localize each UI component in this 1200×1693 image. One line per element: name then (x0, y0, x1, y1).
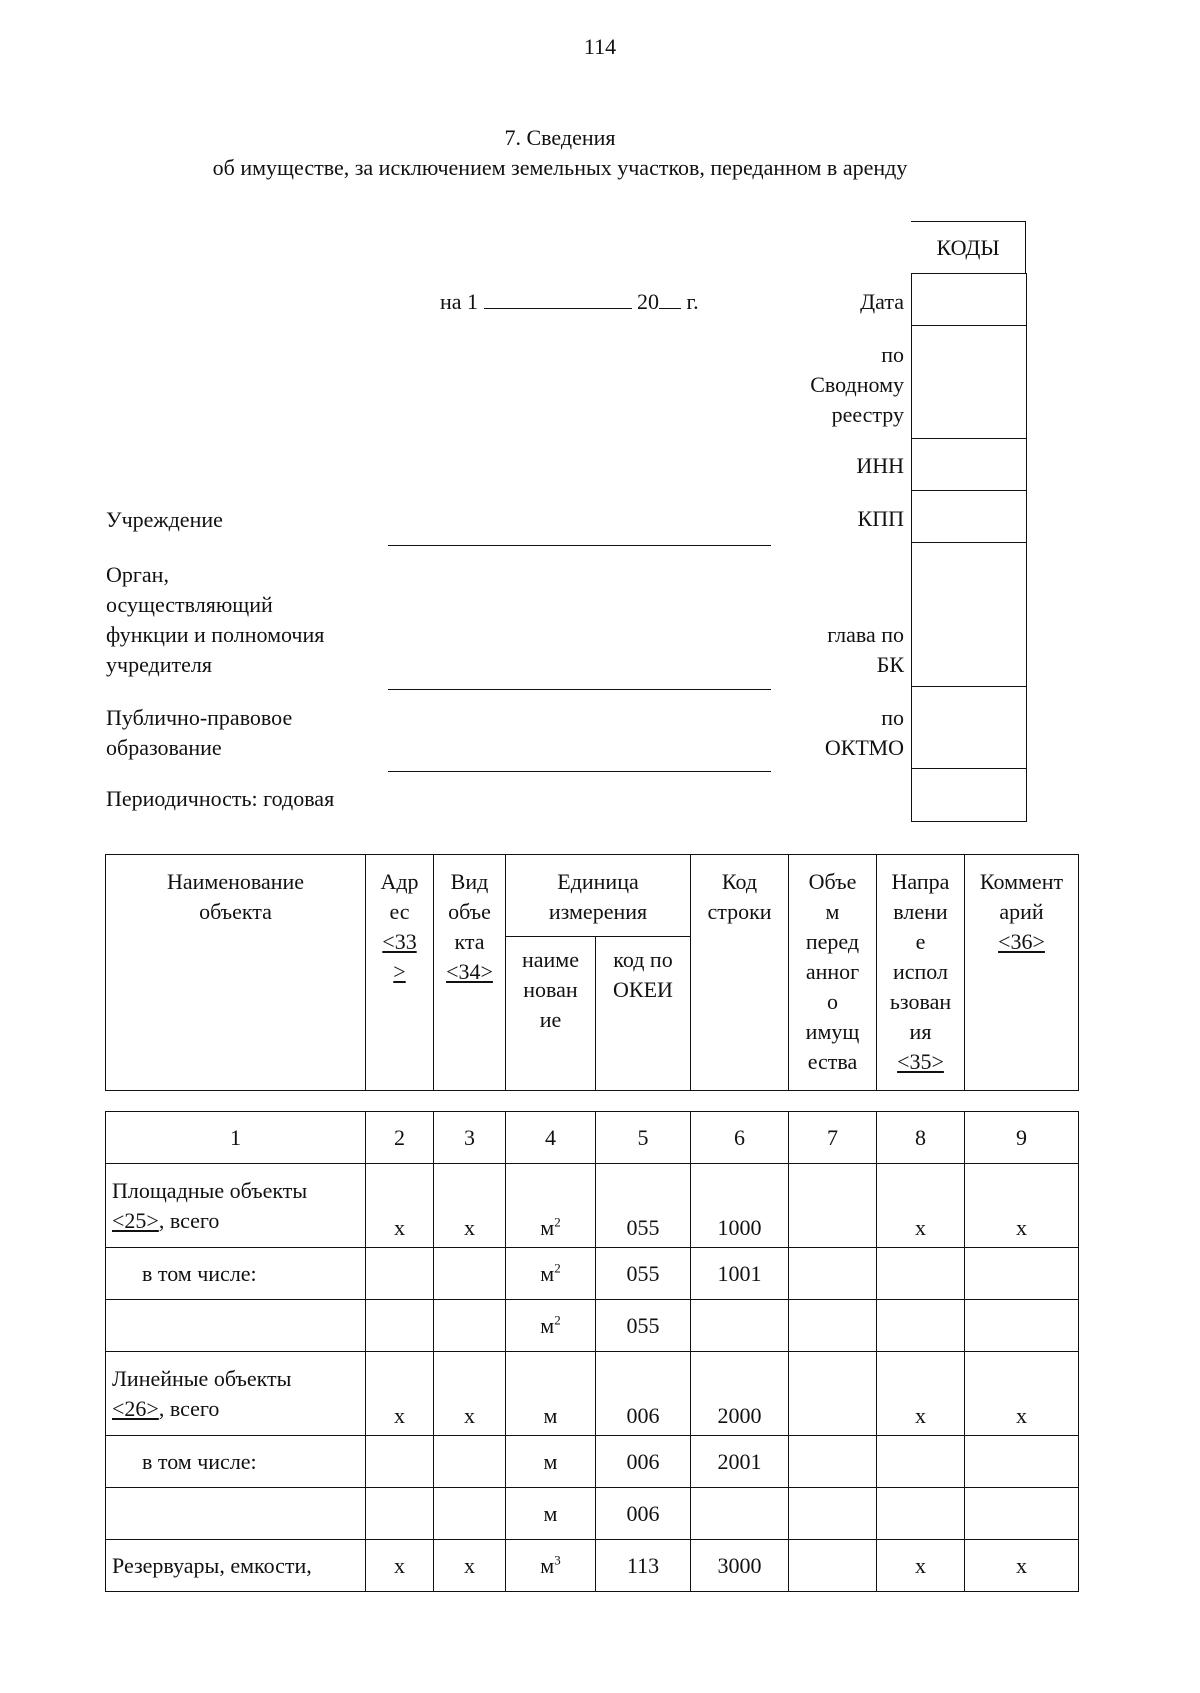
label-periodicity: Периодичность: годовая (106, 786, 335, 811)
cell-direction[interactable] (877, 1436, 965, 1488)
label-oktmo (825, 703, 904, 763)
header-line: Напра (891, 869, 950, 894)
code-cell-registry[interactable] (911, 325, 1027, 438)
footnote-33-link[interactable]: > (393, 959, 406, 984)
unit-exponent: 2 (554, 1214, 561, 1230)
unit-exponent: 2 (554, 1260, 561, 1276)
header-line: ьзован (889, 989, 952, 1014)
table-row (106, 1488, 1079, 1540)
unit-text: м (543, 1500, 558, 1526)
cell-type[interactable] (434, 1436, 506, 1488)
col-header-type (434, 855, 506, 1091)
header-line: нован (523, 977, 578, 1002)
col-number: 9 (965, 1112, 1079, 1164)
header-line: е (915, 929, 926, 954)
codes-box (911, 221, 1027, 823)
cell-unit (506, 1352, 596, 1436)
label-founder-line: Орган, (106, 562, 169, 587)
col-header-unit-code (596, 937, 691, 1091)
cell-type[interactable] (434, 1248, 506, 1300)
column-number-row (106, 1112, 1079, 1164)
header-line: строки (707, 899, 772, 924)
cell-unit (506, 1488, 596, 1540)
cell-address: x (366, 1540, 434, 1592)
col-number: 1 (106, 1112, 366, 1164)
year-blank (659, 292, 681, 309)
header-line: о (827, 989, 838, 1014)
label-chapter (827, 620, 904, 680)
cell-okei: 006 (596, 1488, 691, 1540)
cell-okei: 055 (596, 1300, 691, 1352)
cell-address[interactable] (366, 1300, 434, 1352)
date-prefix: на 1 (440, 289, 479, 314)
col-header-unit-name (506, 937, 596, 1091)
col-number: 7 (789, 1112, 877, 1164)
date-blank (484, 292, 632, 309)
cell-direction[interactable] (877, 1248, 965, 1300)
cell-address: x (366, 1352, 434, 1436)
col-header-unit (506, 855, 691, 937)
label-date: Дата (860, 289, 904, 314)
cell-okei: 113 (596, 1540, 691, 1592)
header-line: ие (539, 1007, 562, 1032)
row-name-line: Площадные объекты (112, 1177, 308, 1203)
cell-comment: x (965, 1164, 1079, 1248)
row-name (106, 1436, 366, 1488)
cell-address[interactable] (366, 1248, 434, 1300)
col-number: 4 (506, 1112, 596, 1164)
label-registry-line: Сводному (810, 372, 904, 397)
cell-comment[interactable] (965, 1248, 1079, 1300)
unit-exponent: 3 (554, 1552, 561, 1568)
header-line: Единица (557, 869, 639, 894)
cell-okei: 006 (596, 1436, 691, 1488)
header-line: измерения (548, 899, 648, 924)
label-founder-line: функции и полномочия (106, 622, 325, 647)
table-row (106, 1540, 1079, 1592)
cell-comment[interactable] (965, 1436, 1079, 1488)
footnote-33-link[interactable]: <33 (382, 929, 417, 954)
header-line: испол (893, 959, 948, 984)
cell-direction: x (877, 1164, 965, 1248)
row-name[interactable] (106, 1488, 366, 1540)
cell-address[interactable] (366, 1436, 434, 1488)
row-name-line: Резервуары, емкости, (112, 1552, 312, 1578)
unit-exponent: 2 (554, 1312, 561, 1328)
data-table (105, 1111, 1079, 1592)
row-name[interactable] (106, 1300, 366, 1352)
date-suffix: г. (686, 289, 699, 314)
header-line: Наименование (166, 869, 305, 894)
header-line: влени (893, 899, 948, 924)
header-line: объе (448, 899, 491, 924)
cell-address[interactable] (366, 1488, 434, 1540)
cell-volume[interactable] (789, 1352, 877, 1436)
cell-okei: 006 (596, 1352, 691, 1436)
founder-line[interactable] (388, 689, 771, 690)
header-line: ия (909, 1019, 932, 1044)
header-line: ОКЕИ (613, 977, 673, 1002)
cell-volume[interactable] (789, 1300, 877, 1352)
code-cell-date[interactable] (911, 273, 1027, 325)
cell-row-code[interactable] (691, 1488, 789, 1540)
header-line: наиме (522, 947, 579, 972)
cell-comment[interactable] (965, 1488, 1079, 1540)
header-line: м (825, 899, 840, 924)
label-founder-line: учредителя (106, 652, 212, 677)
cell-unit (506, 1164, 596, 1248)
unit-text: м (540, 1312, 555, 1338)
cell-direction[interactable] (877, 1488, 965, 1540)
label-oktmo-line: по (881, 705, 904, 730)
header-line: ества (807, 1049, 858, 1074)
cell-direction[interactable] (877, 1300, 965, 1352)
code-cell-kpp[interactable] (911, 490, 1027, 542)
header-line: перед (805, 929, 860, 954)
institution-line[interactable] (388, 545, 771, 546)
unit-text: м (543, 1448, 558, 1474)
cell-type: x (434, 1540, 506, 1592)
col-header-comment (965, 855, 1079, 1091)
cell-address: x (366, 1164, 434, 1248)
cell-direction: x (877, 1540, 965, 1592)
col-header-direction (877, 855, 965, 1091)
cell-row-code[interactable] (691, 1300, 789, 1352)
label-registry-line: реестру (831, 402, 904, 427)
header-line: Код (721, 869, 758, 894)
cell-type[interactable] (434, 1300, 506, 1352)
row-name-suffix: , всего (158, 1207, 220, 1233)
cell-volume[interactable] (789, 1164, 877, 1248)
label-oktmo-line: ОКТМО (824, 735, 904, 760)
unit-text: м (540, 1552, 555, 1578)
section-subtitle: об имуществе, за исключением земельных участков, переданном в аренду (212, 155, 908, 180)
col-header-address (366, 855, 434, 1091)
label-chapter-line: БК (876, 652, 904, 677)
public-entity-line[interactable] (388, 771, 771, 772)
header-line: анног (805, 959, 860, 984)
cell-type: x (434, 1164, 506, 1248)
col-header-row-code (691, 855, 789, 1091)
cell-row-code: 2001 (691, 1436, 789, 1488)
label-founder (106, 560, 324, 680)
footnote-25-link[interactable]: <25> (112, 1207, 159, 1233)
footnote-35-link[interactable]: <35> (897, 1049, 944, 1074)
unit-text: м (540, 1215, 555, 1240)
cell-volume[interactable] (789, 1540, 877, 1592)
label-registry (810, 340, 904, 430)
cell-okei: 055 (596, 1248, 691, 1300)
label-institution: Учреждение (106, 507, 223, 532)
page-number: 114 (583, 34, 617, 59)
header-line: Объе (808, 869, 857, 894)
row-name-suffix: , всего (158, 1395, 220, 1421)
code-cell-oktmo[interactable] (911, 686, 1027, 768)
cell-unit (506, 1436, 596, 1488)
cell-direction: x (877, 1352, 965, 1436)
row-name-line (112, 1394, 363, 1424)
header-line: кта (454, 929, 485, 954)
col-number: 2 (366, 1112, 434, 1164)
cell-row-code: 2000 (691, 1352, 789, 1436)
label-kpp: КПП (857, 506, 904, 531)
col-number: 5 (596, 1112, 691, 1164)
header-line: Вид (450, 869, 489, 894)
cell-row-code: 1000 (691, 1164, 789, 1248)
header-line: код по (613, 947, 673, 972)
unit-text: м (543, 1403, 558, 1428)
header-line: арий (999, 899, 1044, 924)
label-chapter-line: глава по (827, 622, 904, 647)
row-name (106, 1352, 366, 1436)
label-inn: ИНН (856, 453, 904, 478)
col-header-name (106, 855, 366, 1091)
col-number: 6 (691, 1112, 789, 1164)
header-line: Коммент (979, 869, 1064, 894)
row-name (106, 1164, 366, 1248)
cell-type: x (434, 1352, 506, 1436)
cell-type[interactable] (434, 1488, 506, 1540)
cell-volume[interactable] (789, 1436, 877, 1488)
row-name-line: Линейные объекты (112, 1365, 292, 1391)
header-line: имущ (805, 1019, 860, 1044)
footnote-34-link[interactable]: <34> (446, 959, 493, 984)
col-header-volume (789, 855, 877, 1091)
table-row (106, 1352, 1079, 1436)
label-registry-line: по (881, 342, 904, 367)
table-row (106, 1436, 1079, 1488)
cell-comment: x (965, 1540, 1079, 1592)
cell-row-code: 1001 (691, 1248, 789, 1300)
row-name-line: в том числе: (142, 1260, 257, 1286)
cell-volume[interactable] (789, 1488, 877, 1540)
row-name (106, 1248, 366, 1300)
cell-unit (506, 1248, 596, 1300)
row-name (106, 1540, 366, 1592)
label-founder-line: осуществляющий (106, 592, 273, 617)
header-line: ес (389, 899, 410, 924)
col-number: 8 (877, 1112, 965, 1164)
header-line: объекта (199, 899, 272, 924)
table-row (106, 1164, 1079, 1248)
date-year: 20 (637, 289, 660, 314)
label-public-entity (106, 703, 292, 763)
code-cell-chapter[interactable] (911, 542, 1027, 686)
header-table (105, 854, 1079, 1091)
col-number: 3 (434, 1112, 506, 1164)
row-name-line (112, 1206, 363, 1236)
cell-okei: 055 (596, 1164, 691, 1248)
cell-comment[interactable] (965, 1300, 1079, 1352)
label-public-entity-line: Публично-правовое (106, 705, 293, 730)
label-public-entity-line: образование (106, 735, 222, 760)
footnote-26-link[interactable]: <26> (112, 1395, 159, 1421)
table-row (106, 1248, 1079, 1300)
cell-unit (506, 1300, 596, 1352)
cell-comment: x (965, 1352, 1079, 1436)
section-title: 7. Сведения (504, 125, 616, 150)
codes-header: КОДЫ (911, 221, 1026, 273)
code-cell-inn[interactable] (911, 438, 1027, 490)
table-row (106, 1300, 1079, 1352)
cell-row-code: 3000 (691, 1540, 789, 1592)
code-cell-extra[interactable] (911, 768, 1027, 822)
header-line: Адр (380, 869, 419, 894)
cell-volume[interactable] (789, 1248, 877, 1300)
footnote-36-link[interactable]: <36> (998, 929, 1045, 954)
report-date (440, 289, 699, 315)
unit-text: м (540, 1260, 555, 1286)
row-name-line: в том числе: (142, 1448, 257, 1474)
cell-unit (506, 1540, 596, 1592)
